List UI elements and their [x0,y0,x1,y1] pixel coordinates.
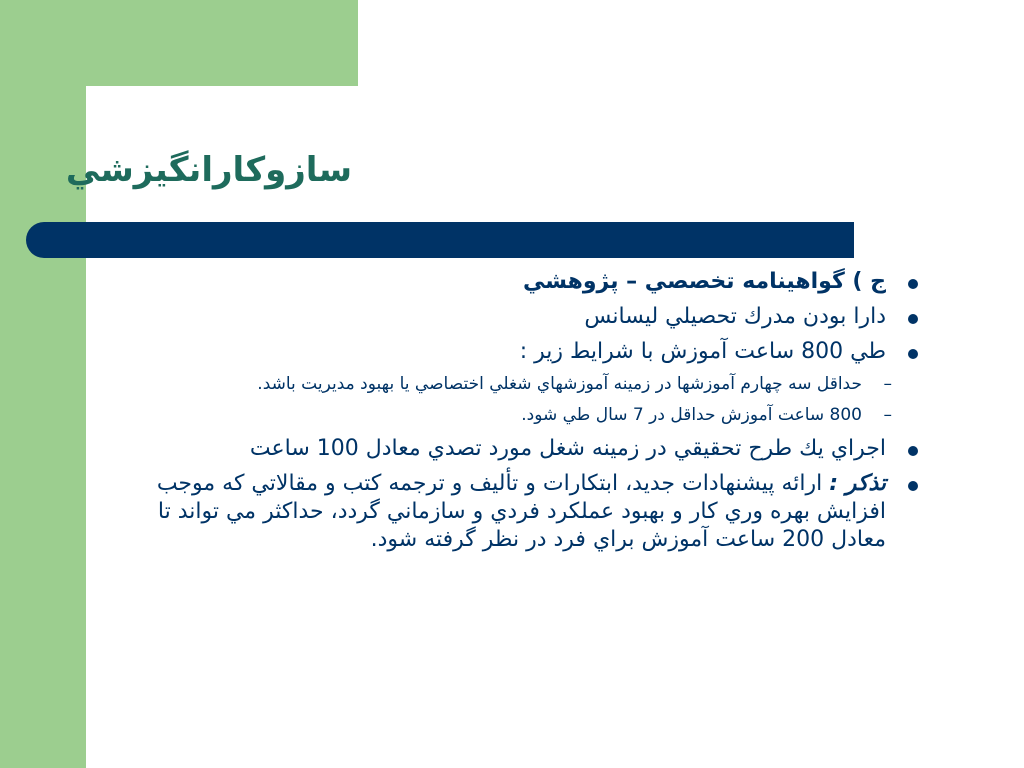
bullet-item: طي 800 ساعت آموزش با شرايط زير : [110,338,918,366]
sub-bullet-item: – حداقل سه چهارم آموزشها در زمينه آموزشهاي شغلي اختصاصي يا بهبود مديريت باشد. [110,373,918,396]
note-text: ارائه پيشنهادات جديد، ابتكارات و تأليف و ترجمه كتب و مقالاتي كه موجب افزايش بهره وري كار و بهبود عملكرد فردي و سازماني گردد، حداكثر مي تواند تا معادل 200 ساعت آموزش براي فرد در نظر گرفته شود. [156,471,886,552]
note-label: تذكر : [829,471,886,496]
title-underline-bar [26,222,854,258]
bullet-item: دارا بودن مدرك تحصيلي ليسانس [110,303,918,331]
green-top-block [0,0,358,86]
bullet-item: ج ) گواهينامه تخصصي – پژوهشي [110,268,918,296]
slide-title: سازوكارانگيزشي [65,150,352,190]
bullet-item-note [110,470,918,554]
green-side-bar [0,0,86,768]
slide-content [110,268,918,561]
bullet-item: اجراي يك طرح تحقيقي در زمينه شغل مورد تصدي معادل 100 ساعت [110,435,918,463]
sub-bullet-item: – 800 ساعت آموزش حداقل در 7 سال طي شود. [110,404,918,427]
